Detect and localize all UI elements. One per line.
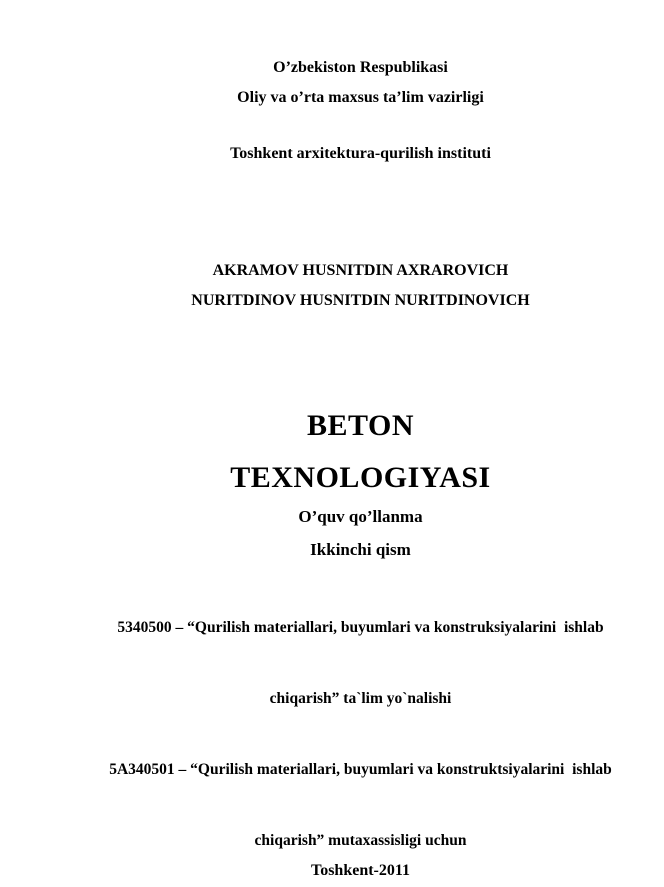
author-name-2: NURITDINOV HUSNITDIN NURITDINOVICH — [191, 292, 530, 309]
program-2-line-2: chiqarish” mutaxassisligi uchun — [254, 831, 467, 849]
book-title-line-1: BETON — [307, 409, 414, 442]
ministry-name: Oliy va o’rta maxsus ta’lim vazirligi — [237, 89, 484, 106]
program-1-line-2: chiqarish” ta`lim yo`nalishi — [269, 689, 452, 707]
city-year-footer: Toshkent-2011 — [311, 862, 410, 879]
institute-name: Toshkent arxitektura-qurilish instituti — [230, 145, 491, 162]
edition-label: Ikkinchi qism — [310, 540, 411, 559]
program-1-line-1: 5340500 – “Qurilish materiallari, buyumlari va konstruksiyalarini ishlab — [117, 618, 604, 636]
program-2-line-1: 5A340501 – “Qurilish materiallari, buyumlari va konstruktsiyalarini ishlab — [109, 760, 612, 778]
book-title-line-2: TEXNOLOGIYASI — [230, 461, 491, 494]
subtitle: O’quv qo’llanma — [298, 507, 423, 526]
programs-section — [85, 571, 636, 887]
author-name-1: AKRAMOV HUSNITDIN AXRAROVICH — [212, 262, 509, 279]
country-name: O’zbekiston Respublikasi — [273, 59, 448, 76]
